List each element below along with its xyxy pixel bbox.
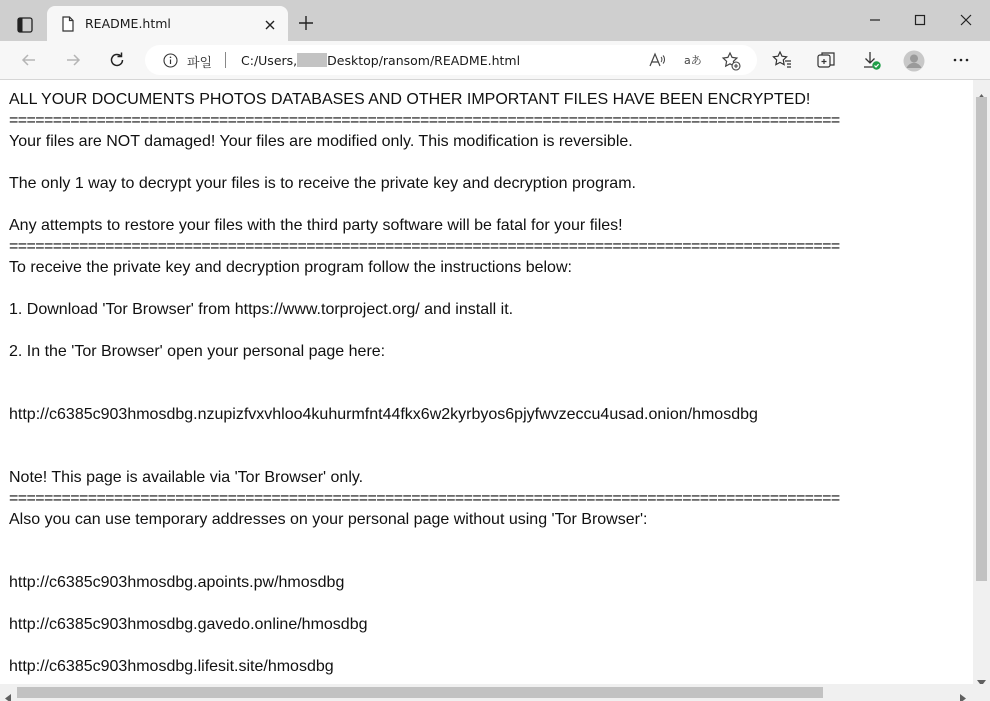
tab-title: README.html: [85, 16, 171, 31]
temporary-address: http://c6385c903hmosdbg.apoints.pw/hmosdbg: [9, 574, 345, 591]
address-bar[interactable]: [145, 45, 757, 75]
maximize-icon[interactable]: [912, 12, 928, 32]
note-line: Also you can use temporary addresses on your personal page without using 'Tor Browser':: [9, 511, 648, 528]
note-line: 1. Download 'Tor Browser' from https://www.torproject.org/ and install it.: [9, 301, 514, 318]
forward-icon[interactable]: [63, 50, 83, 74]
toolbar: [0, 41, 990, 80]
note-line: The only 1 way to decrypt your files is to receive the private key and decryption program.: [9, 175, 636, 192]
close-window-icon[interactable]: [958, 12, 974, 32]
url-prefix: C:/Users,: [241, 53, 298, 68]
blank-line: [9, 383, 840, 404]
refresh-icon[interactable]: [107, 50, 127, 74]
add-favorite-icon[interactable]: [721, 51, 741, 75]
note-line: To receive the private key and decryption program follow the instructions below:: [9, 259, 572, 276]
url-suffix: Desktop/ransom/README.html: [327, 53, 521, 68]
note-line: Any attempts to restore your files with the third party software will be fatal for your files!: [9, 217, 623, 234]
horizontal-scrollbar[interactable]: [0, 684, 973, 701]
address-separator: [225, 52, 226, 68]
redacted-username: [297, 53, 327, 67]
horizontal-scroll-thumb[interactable]: [17, 687, 823, 698]
vertical-scroll-thumb[interactable]: [976, 97, 987, 581]
tab-actions-icon[interactable]: [11, 12, 39, 40]
info-icon[interactable]: [163, 53, 178, 72]
blank-line: [9, 194, 840, 215]
tab-strip: [0, 0, 990, 41]
scroll-left-arrow-icon[interactable]: [5, 688, 11, 701]
document-icon: [61, 16, 75, 36]
scheme-label: 파일: [187, 56, 213, 71]
new-tab-icon[interactable]: [297, 14, 315, 36]
blank-line: [9, 320, 840, 341]
note-line: Note! This page is available via 'Tor Browser' only.: [9, 469, 364, 486]
scrollbar-corner: [973, 684, 990, 701]
separator-rule: ===============================================================================================: [9, 490, 840, 507]
note-line: Your files are NOT damaged! Your files are modified only. This modification is reversible.: [9, 133, 633, 150]
minimize-icon[interactable]: [867, 12, 883, 32]
blank-line: [9, 530, 840, 551]
blank-line: [9, 551, 840, 572]
translate-icon[interactable]: [684, 51, 704, 73]
tab-readme[interactable]: [47, 6, 288, 41]
blank-line: [9, 278, 840, 299]
blank-line: [9, 362, 840, 383]
favorites-icon[interactable]: [772, 50, 792, 74]
close-tab-icon[interactable]: [263, 17, 277, 36]
url-text[interactable]: [241, 53, 520, 68]
back-icon[interactable]: [19, 50, 39, 74]
ransom-note: [9, 89, 840, 677]
scroll-right-arrow-icon[interactable]: [960, 688, 966, 701]
page-content: [0, 80, 973, 684]
temporary-address: http://c6385c903hmosdbg.lifesit.site/hmosdbg: [9, 658, 334, 675]
blank-line: [9, 446, 840, 467]
temporary-address: http://c6385c903hmosdbg.gavedo.online/hmosdbg: [9, 616, 368, 633]
blank-line: [9, 635, 840, 656]
separator-rule: ===============================================================================================: [9, 238, 840, 255]
more-options-icon[interactable]: [951, 50, 971, 74]
collections-icon[interactable]: [816, 50, 836, 74]
svg-text:aあ: aあ: [684, 54, 702, 67]
separator-rule: ===============================================================================================: [9, 112, 840, 129]
blank-line: [9, 593, 840, 614]
read-aloud-icon[interactable]: [648, 51, 666, 73]
blank-line: [9, 425, 840, 446]
downloads-icon[interactable]: [861, 50, 883, 76]
onion-address: http://c6385c903hmosdbg.nzupizfvxvhloo4kuhurmfnt44fkx6w2kyrbyos6pjyfwvzeccu4usad.onion/hmosdbg: [9, 406, 758, 423]
note-line: 2. In the 'Tor Browser' open your personal page here:: [9, 343, 386, 360]
vertical-scrollbar[interactable]: [973, 80, 990, 684]
blank-line: [9, 152, 840, 173]
profile-avatar-icon[interactable]: [903, 50, 925, 76]
note-heading: ALL YOUR DOCUMENTS PHOTOS DATABASES AND OTHER IMPORTANT FILES HAVE BEEN ENCRYPTED!: [9, 91, 811, 108]
